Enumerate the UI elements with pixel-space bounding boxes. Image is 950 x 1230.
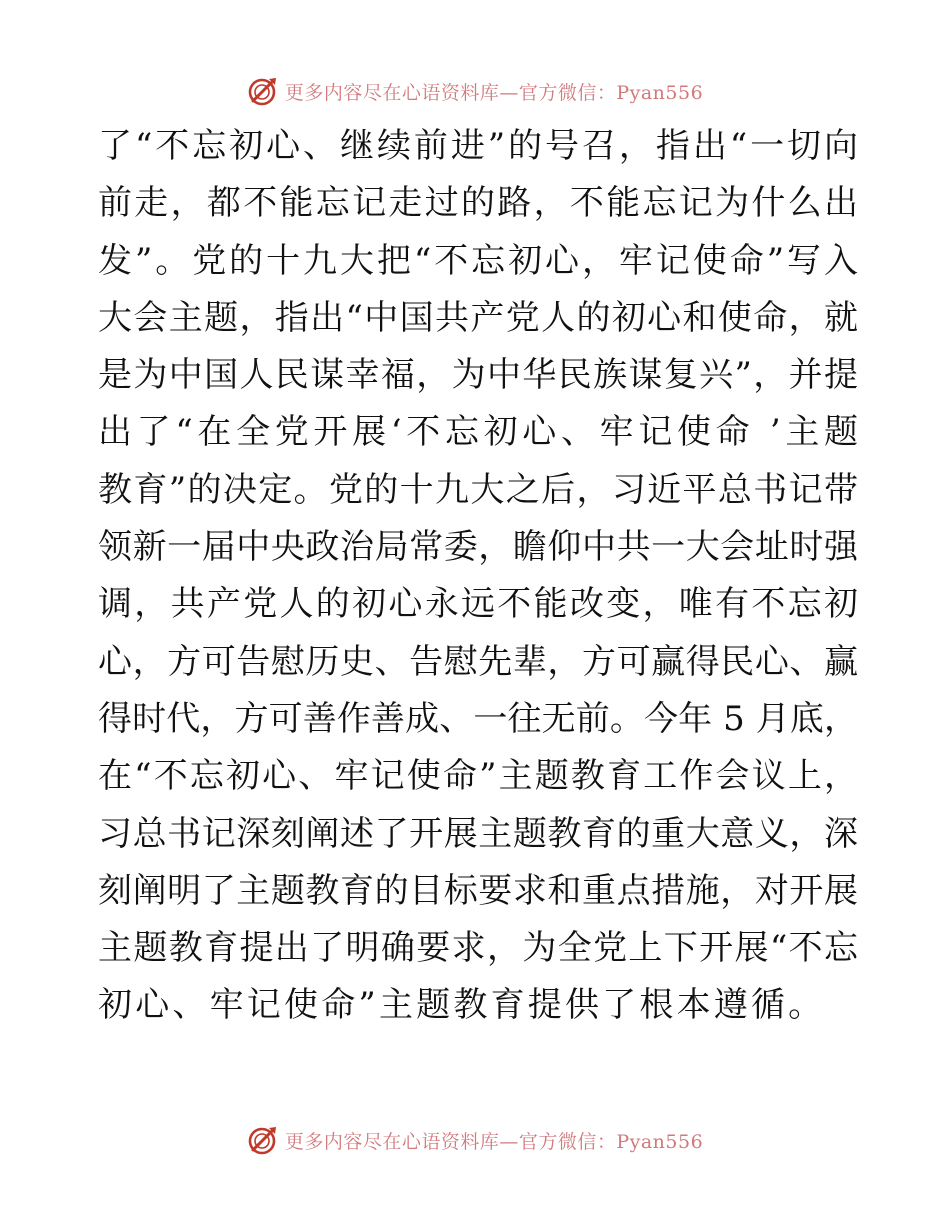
body-line: 教育”的决定。党的十九大之后，习近平总书记带 — [98, 469, 858, 510]
header-banner — [0, 71, 950, 111]
body-line: 心，方可告慰历史、告慰先辈，方可赢得民心、赢 — [98, 641, 858, 682]
brand-logo-icon — [247, 1124, 279, 1156]
body-line: 前走，都不能忘记走过的路，不能忘记为什么出 — [98, 183, 858, 224]
body-line: 习总书记深刻阐述了开展主题教育的重大意义，深 — [98, 813, 858, 854]
footer-banner-text: 更多内容尽在心语资料库—官方微信：Pyan556 — [284, 1130, 704, 1153]
body-line: 出了“在全党开展‘不忘初心、牢记使命 ’主题 — [98, 412, 858, 453]
body-line: 刻阐明了主题教育的目标要求和重点措施，对开展 — [98, 870, 858, 911]
footer-banner — [0, 1120, 950, 1160]
document-body — [98, 118, 858, 1035]
brand-logo-icon — [247, 75, 279, 107]
body-line: 了“不忘初心、继续前进”的号召，指出“一切向 — [98, 126, 858, 166]
body-line-last: 初心、牢记使命”主题教育提供了根本遵循。 — [98, 985, 826, 1026]
body-line: 发”。党的十九大把“不忘初心，牢记使命”写入 — [98, 240, 858, 281]
body-line: 调，共产党人的初心永远不能改变，唯有不忘初 — [98, 584, 858, 625]
body-line: 是为中国人民谋幸福，为中华民族谋复兴”，并提 — [98, 355, 858, 396]
body-line: 在“不忘初心、牢记使命”主题教育工作会议上， — [98, 756, 858, 797]
header-banner-text: 更多内容尽在心语资料库—官方微信：Pyan556 — [284, 81, 704, 104]
body-line: 主题教育提出了明确要求，为全党上下开展“不忘 — [98, 928, 858, 969]
body-line: 得时代，方可善作善成、一往无前。今年 5 月底， — [98, 698, 858, 739]
body-line: 领新一届中央政治局常委，瞻仰中共一大会址时强 — [98, 527, 858, 568]
body-line: 大会主题，指出“中国共产党人的初心和使命，就 — [98, 297, 858, 338]
